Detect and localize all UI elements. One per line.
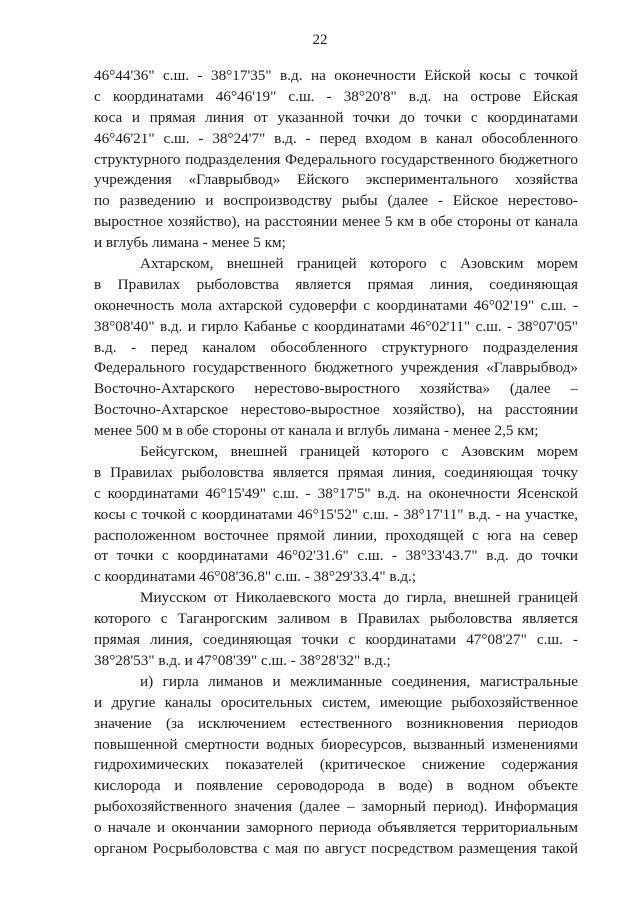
text-line: с координатами 46°46'19" с.ш. - 38°20'8" в.д. на острове Ейская [94, 87, 578, 105]
text-line: о начале и окончании заморного периода объявляется территориальным [94, 819, 578, 837]
text-line: с координатами 46°08'36.8" с.ш. - 38°29'33.4" в.д.; [94, 568, 417, 586]
document-body [94, 66, 578, 860]
text-line: косы с точкой с координатами 46°15'52" с.ш. - 38°17'11" в.д. - на участке, [94, 505, 578, 523]
text-line: менее 500 м в обе стороны от канала и вглубь лимана - менее 2,5 км; [94, 422, 539, 440]
text-line: повышенной смертности водных биоресурсов, вызванный изменениями [94, 735, 578, 753]
text-line: 38°28'53" в.д. и 47°08'39" с.ш. - 38°28'32" в.д.; [94, 651, 391, 669]
paragraph-miussky [94, 588, 578, 672]
text-line: прямая линия, соединяющая точки с координатами 47°08'27" с.ш. - [94, 631, 578, 649]
text-line: рыбохозяйственного значения (далее – заморный период). Информация [94, 798, 578, 816]
paragraph-yeysk-continued [94, 66, 578, 254]
text-line: кислорода и появление сероводорода в воде) в водном объекте [94, 777, 578, 795]
text-line: Ахтарском, внешней границей которого с Азовским морем [140, 255, 578, 273]
text-line: учреждения «Главрыбвод» Ейского экспериментального хозяйства [94, 171, 578, 189]
text-line: и) гирла лиманов и межлиманные соединения, магистральные [140, 672, 578, 690]
text-line: и другие каналы оросительных систем, имеющие рыбохозяйственное [94, 693, 578, 711]
page-number: 22 [312, 32, 328, 48]
text-line: в Правилах рыболовства является прямая линия, соединяющая точку [94, 463, 578, 481]
text-line: с координатами 46°15'49" с.ш. - 38°17'5" в.д. на оконечности Ясенской [94, 484, 578, 502]
text-line: по разведению и воспроизводству рыбы (далее - Ейское нерестово- [94, 192, 578, 210]
text-line: выростное хозяйство), на расстоянии менее 5 км в обе стороны от канала [94, 213, 578, 231]
text-line: от точки с координатами 46°02'31.6" с.ш. - 38°33'43.7" в.д. до точки [94, 547, 578, 565]
text-line: Миусском от Николаевского моста до гирла, внешней границей [140, 589, 578, 607]
text-line: Восточно-Ахтарское нерестово-выростное хозяйство), на расстоянии [94, 401, 578, 419]
text-line: в.д. - перед каналом обособленного структурного подразделения [94, 338, 578, 356]
text-line: Федерального государственного бюджетного учреждения «Главрыбвод» [94, 359, 578, 377]
text-line: органом Росрыболовства с мая по август посредством размещения такой [94, 839, 578, 857]
text-line: расположенном восточнее прямой линии, проходящей с юга на север [94, 526, 578, 544]
text-line: гидрохимических показателей (критическое снижение содержания [94, 756, 578, 774]
text-line: Бейсугском, внешней границей которого с Азовским морем [140, 443, 578, 461]
text-line: в Правилах рыболовства является прямая линия, соединяющая [94, 275, 578, 293]
paragraph-akhtarsky [94, 254, 578, 442]
text-line: коса и прямая линия от указанной точки до точки с координатами [94, 108, 578, 126]
text-line: 38°08'40" в.д. и гирло Кабанье с координатами 46°02'11" с.ш. - 38°07'05" [94, 317, 578, 335]
text-line: значение (за исключением естественного возникновения периодов [94, 714, 578, 732]
text-line: оконечность мола ахтарской судоверфи с координатами 46°02'19" с.ш. - [94, 296, 578, 314]
text-line: и вглубь лимана - менее 5 км; [94, 234, 286, 252]
text-line: структурного подразделения Федерального государственного бюджетного [94, 150, 578, 168]
paragraph-beysugsky [94, 442, 578, 588]
text-line: которого с Таганрогским заливом в Правилах рыболовства является [94, 610, 578, 628]
text-line: 46°44'36" с.ш. - 38°17'35" в.д. на оконечности Ейской косы с точкой [94, 67, 578, 84]
text-line: Восточно-Ахтарского нерестово-выростного хозяйства» (далее – [94, 380, 578, 398]
text-line: 46°46'21" с.ш. - 38°24'7" в.д. - перед входом в канал обособленного [94, 129, 578, 147]
paragraph-item-i [94, 672, 578, 860]
